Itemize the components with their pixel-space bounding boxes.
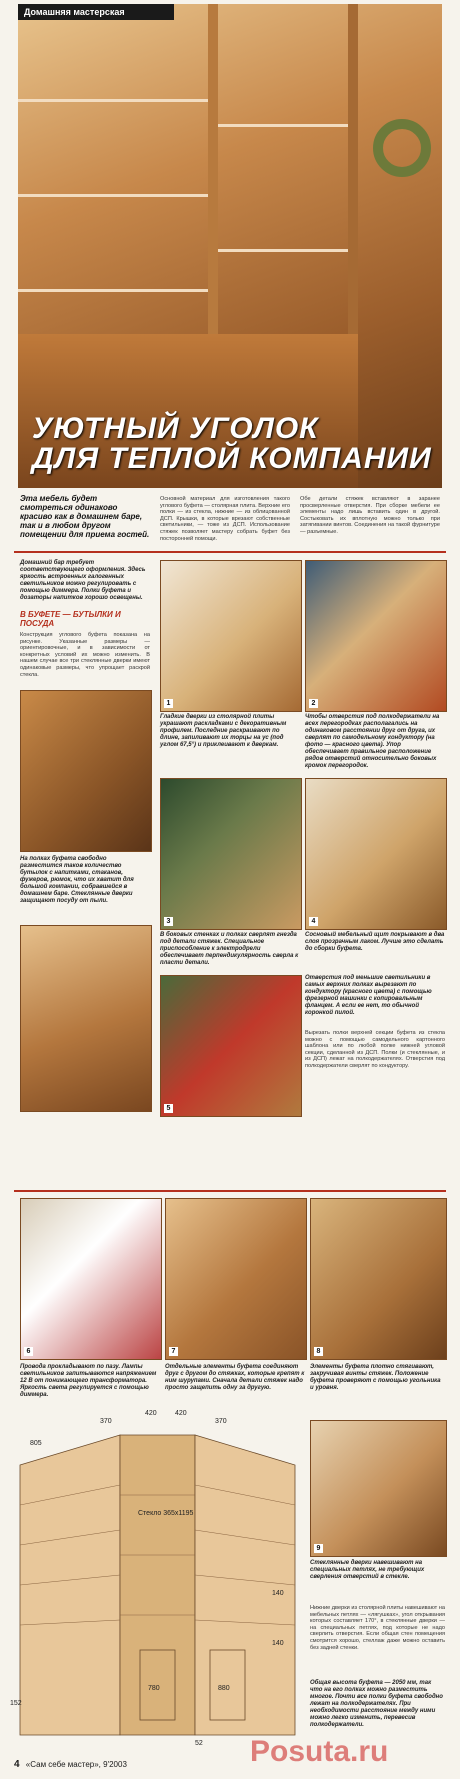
glass-shelf bbox=[218, 124, 348, 127]
step-number: 2 bbox=[309, 699, 318, 708]
step-number: 3 bbox=[164, 917, 173, 926]
step-number: 8 bbox=[314, 1347, 323, 1356]
dim-780: 780 bbox=[148, 1685, 160, 1692]
magazine-name: «Сам себе мастер», 9'2003 bbox=[25, 1760, 127, 1769]
cabinet-drawing bbox=[10, 1405, 305, 1755]
glass-shelf bbox=[218, 249, 348, 252]
page-number: 4 bbox=[14, 1759, 20, 1770]
step-4-caption: Сосновый мебельный щит покрывают в два слоя прозрачным лаком. Лучше это сделать до сборки буфета. bbox=[305, 932, 445, 952]
header-photo bbox=[18, 4, 442, 488]
red-divider bbox=[14, 551, 446, 553]
sidebar-photo-caption: На полках буфета свободно разместится таков количество бутылок с напитками, стаканов, фужеров, рюмок, что их хватит для большой компании, собравшейся в домашнем баре. Стеклянные дверки защищают посуду от пыли. bbox=[20, 856, 134, 904]
mid-text: Вырезать полки верхней секции буфета из стекла можно с помощью самодельного картонного шаблона или по любой полке нижней угловой секции, сделанной из ДСП. Полки (и стеклянные, и из ДСП) лежат на полкодержателях. Отверстия под полкодержатели сверлят по кондуктору. bbox=[305, 1030, 445, 1069]
step-8-photo bbox=[310, 1198, 447, 1360]
dim-420-left: 420 bbox=[145, 1410, 157, 1417]
step-2-caption: Чтобы отверстия под полкодержатели на всех перегородках располагались на одинаковом расстоянии друг от друга, их сверлят по самодельному кондуктору (на фото — красного цвета). Упор обеспечивает правильное расположение рядов отверстий относительно боковых кромок перегородок. bbox=[305, 714, 440, 769]
step-9-photo bbox=[310, 1420, 447, 1557]
dim-805: 805 bbox=[30, 1440, 42, 1447]
step-2-photo bbox=[305, 560, 447, 712]
step-1-caption: Гладкие дверки из столярной плиты украшают раскладками с декоративным профилем. Последние раскраивают по длине, запиливают их торцы на ус (под углом 67,5°) и приклеивают к дверкам. bbox=[160, 714, 287, 748]
dim-880: 880 bbox=[218, 1685, 230, 1692]
glass-shelf bbox=[18, 194, 208, 197]
sidebar-heading: В БУФЕТЕ — БУТЫЛКИ И ПОСУДА bbox=[20, 610, 121, 628]
cabinet-corner-photo bbox=[20, 925, 152, 1112]
step-number: 1 bbox=[164, 699, 173, 708]
step-6-caption: Провода прокладывают по пазу. Лампы светильников запитываются напряжением 12 В от понижающего трансформатора. Яркость света регулируется с помощью диммера. bbox=[20, 1364, 157, 1398]
step-7-caption: Отдельные элементы буфета соединяют друг с другом до стяжках, которые крепят к ним шурупами. Сначала детали стяжек надо просто защепить одну за другую. bbox=[165, 1364, 305, 1391]
step-number: 6 bbox=[24, 1347, 33, 1356]
step-number: 4 bbox=[309, 917, 318, 926]
step-number: 7 bbox=[169, 1347, 178, 1356]
step-4-photo bbox=[305, 778, 447, 930]
title-line-2: ДЛЯ ТЕПЛОЙ КОМПАНИИ bbox=[32, 442, 432, 475]
step-9-caption: Стеклянные дверки навешивают на специальных петлях, не требующих сверления отверстий в стекле. bbox=[310, 1560, 425, 1580]
step-1-photo bbox=[160, 560, 302, 712]
dim-370-left: 370 bbox=[100, 1418, 112, 1425]
bar-shelves-photo bbox=[20, 690, 152, 852]
step-5-photo bbox=[160, 975, 302, 1117]
dim-152: 152 bbox=[10, 1700, 22, 1707]
step-3-caption: В боковых стенках и полках сверлят гнезда под детали стяжек. Специальное приспособление к электродрели обеспечивает перпендикулярность сверла к пласти детали. bbox=[160, 932, 299, 966]
step-3-photo bbox=[160, 778, 302, 930]
footer bbox=[14, 1760, 127, 1770]
section-label: Домашняя мастерская bbox=[18, 4, 174, 20]
intro-column-1: Основной материал для изготовления такого углового буфета — столярная плита. Верхние его полки — из стекла, нижние — из облицованной ДСП. Крышки, в которые врезают собственные светильники, — тоже из ДСП. Использование стяжек позволяет мастеру собрать буфет без посторонней помощи. bbox=[160, 496, 290, 542]
closing-text: Нижние дверки из столярной плиты навешивают на мебельных петлях — «лягушках», угол открывания которых составляет 170°, в стеклянные дверки — на специальных петлях, под которые не надо сверлить отверстия. Если общая стен помещения смотрится хорошо, стеллаж даже можно оставить без задней стенки. bbox=[310, 1605, 445, 1651]
sidebar-note: Домашний бар требует соответствующего оформления. Здесь яркость встроенных галогенных светильников можно регулировать с помощью диммера. Полки буфета и дозаторы напитков хорошо освещены. bbox=[20, 560, 146, 601]
dim-420-right: 420 bbox=[175, 1410, 187, 1417]
dim-140-a: 140 bbox=[272, 1590, 284, 1597]
closing-bold: Общая высота буфета — 2050 мм, так что на его полках можно разместить многое. Почти все полки буфета свободно лежат на полкодержателях. При необходимости расстояние между ними можно легко изменить, перевесив полкодержатели. bbox=[310, 1680, 443, 1728]
left-cabinet bbox=[20, 1435, 120, 1735]
page-title bbox=[32, 414, 432, 474]
dim-52: 52 bbox=[195, 1740, 203, 1747]
glass-shelf bbox=[18, 99, 208, 102]
dim-140-b: 140 bbox=[272, 1640, 284, 1647]
step-8-caption: Элементы буфета плотно стягивают, закручивая винты стяжек. Положение буфета проверяют с помощью угольника и уровня. bbox=[310, 1364, 441, 1391]
title-line-1: УЮТНЫЙ УГОЛОК bbox=[32, 412, 319, 445]
glass-label: Стекло 365х1195 bbox=[138, 1510, 194, 1517]
intro-column-2: Обе детали стяжек вставляют в заранее просверленные отверстия. При сборке мебели ее элементы надо лишь вставить один в другой. Состыковать их вплотную можно только при затягивании винтов. Соединения на такой фурнитуре — разъемные. bbox=[300, 496, 440, 535]
wreath-icon bbox=[373, 119, 431, 177]
red-divider bbox=[14, 1190, 446, 1192]
glass-shelf bbox=[18, 289, 208, 292]
step-5-caption: Отверстия под меньшие светильники в самых верхних полках вырезают по кондуктору (красного цвета) с помощью фрезерной машинки с копировальным фланцем. А если ее нет, то обычной коронкой пилой. bbox=[305, 975, 432, 1016]
step-7-photo bbox=[165, 1198, 307, 1360]
step-6-photo bbox=[20, 1198, 162, 1360]
intro-lead: Эта мебель будет смотреться одинаково красиво как в домашнем баре, так и в любом другом помещении для приема гостей. bbox=[20, 494, 150, 539]
dim-370-right: 370 bbox=[215, 1418, 227, 1425]
step-number: 5 bbox=[164, 1104, 173, 1113]
watermark: Posuta.ru bbox=[250, 1735, 389, 1768]
sidebar-text: Конструкция углового буфета показана на рисунке. Указанные размеры — ориентировочные, и в зависимости от конкретных условий их можно изменить. В нашем случае все три стеклянные дверки имеют одинаковые размеры, что упрощает раскрой стекла. bbox=[20, 632, 150, 678]
step-number: 9 bbox=[314, 1544, 323, 1553]
